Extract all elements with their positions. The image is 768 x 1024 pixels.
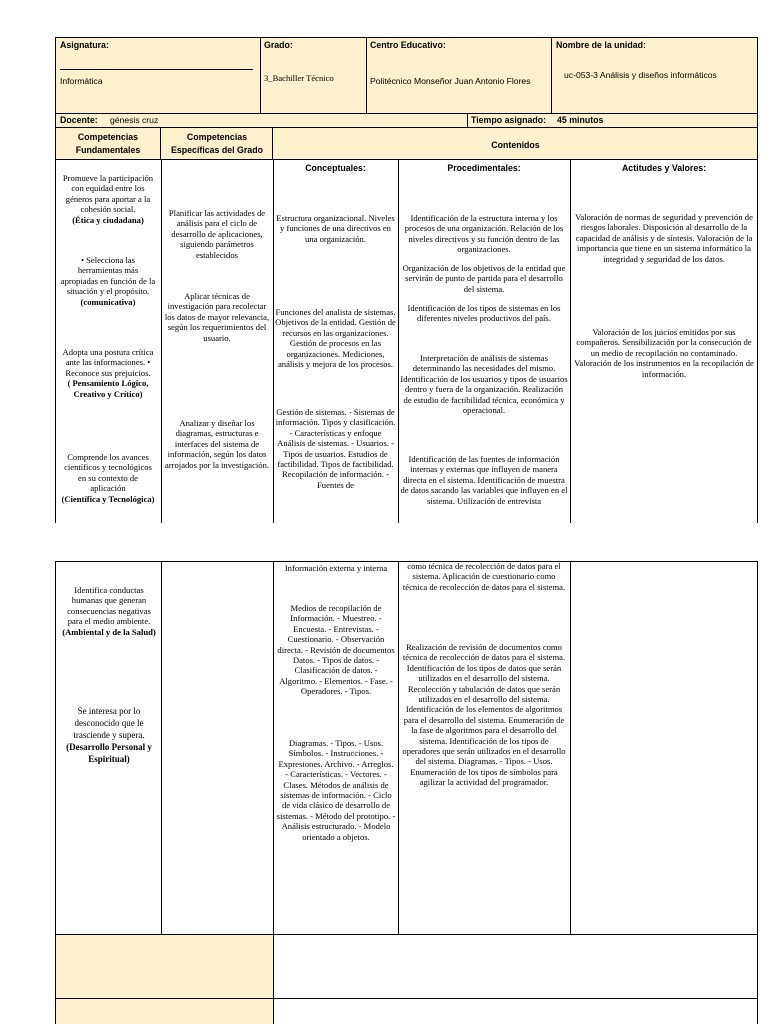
fundamental-item: Promueve la participación con equidad entre los géneros para aportar a la cohesión social. (Ética y ciudadana) — [62, 173, 154, 225]
procedimentales-label: Procedimentales: — [447, 163, 521, 173]
actitudes-label: Actitudes y Valores: — [621, 163, 707, 173]
conceptual-item: Medios de recopilación de Información. - Muestreo. - Encuesta. - Entrevistas. - Cuestionario. - Observación directa. - Revisión de documentos Datos. - Tipos de datos. - Clasificación de datos. - Algoritmo. - Elementos. - Fase. - Operadores. - Tipos. — [277, 603, 395, 697]
asignatura-value: Informática — [60, 76, 103, 86]
centro-value: Politécnico Monseñor Juan Antonio Flores — [370, 76, 531, 86]
fundamental-item: Adopta una postura crítica ante las informaciones. • Reconoce sus prejuicios. ( Pensamiento Lógico, Creativo y Crítico) — [62, 347, 154, 399]
conceptual-item: Información externa y interna — [284, 563, 388, 573]
unidad-value: uc-053-3 Análisis y diseños informáticos — [564, 70, 717, 80]
docente-value: génesis cruz — [110, 115, 159, 125]
procedimental-item: como técnica de recolección de datos para el sistema. Aplicación de cuestionario como técnica de recolección de datos para el sistema. — [402, 561, 566, 592]
docente-row — [55, 113, 758, 128]
procedimental-item: Organización de los objetivos de la entidad que servirán de punto de partida para el desarrollo del sistema. — [402, 263, 566, 294]
especifica-item: Aplicar técnicas de investigación para recolectar los datos de mayor relevancia, según los requerimientos del usuario. — [164, 291, 270, 343]
conceptual-item: Diagramas. - Tipos. - Usos. Símbolos. - Instrucciones. - Expresiones. Archivo. - Arreglos. - Características. - Vectores. - Clases. Métodos de análisis de sistemas de información. - Ciclo de vida clásico de desarrollo de sistemas. - Método del prototipo. - Análisis estructurado. - Modelo orientado a objetos. — [276, 738, 396, 842]
conceptuales-column — [275, 160, 396, 523]
conceptuales-label: Conceptuales: — [305, 163, 366, 173]
tiempo-label: Tiempo asignado: — [471, 115, 547, 125]
conceptual-item: Estructura organizacional. Niveles y funciones de una directivos en una organización. — [276, 213, 395, 244]
procedimental-item: Identificación de la estructura interna y los procesos de una organización. Relación de los niveles directivos y su función dentro de las organizaciones. — [404, 213, 564, 255]
page2-divider-1 — [161, 561, 162, 934]
page1-divider-4 — [570, 160, 571, 523]
procedimental-item: Identificación de las fuentes de información internas y externas que influyen de manera directa en el sistema. Identificación de muestra de datos sacando las variables que influyen en el sistema. Utilización de entrevista — [400, 454, 568, 506]
grado-label: Grado: — [264, 40, 293, 50]
page2-divider-2 — [273, 561, 274, 1024]
unidad-label: Nombre de la unidad: — [556, 40, 646, 50]
page2-divider-4 — [570, 561, 571, 934]
docente-label: Docente: — [60, 115, 98, 125]
conceptual-item: Gestión de sistemas. - Sistemas de información. Tipos y clasificación. - Características y enfoque Análisis de sistemas. - Usuarios. - Tipos de usuarios. Estudios de factibilidad. Tipos de factibilidad. Recopilación de información. - Fuentes de — [275, 407, 396, 490]
fundamental-item: Se interesa por lo desconocido que le trasciende y supera. (Desarrollo Personal y Espiritual) — [66, 706, 152, 764]
page2-footer-cell-2 — [56, 999, 273, 1024]
centro-label: Centro Educativo: — [370, 40, 446, 50]
especifica-item: Planificar las actividades de análisis para el ciclo de desarrollo de aplicaciones, siguiendo parámetros establecidos — [168, 208, 266, 260]
procedimental-item: Interpretación de análisis de sistemas determinando las necesidades del mismo. Identificación de los usuarios y tipos de usuarios dentro y fuera de la organización. Realización de estudio de factibilidad técnica, económica y operacional. — [400, 353, 568, 416]
page2-divider-3 — [398, 561, 399, 934]
fundamental-item: Identifica conductas humanas que generan consecuencias negativas para el medio ambiente. (Ambiental y de la Salud) — [62, 585, 156, 637]
asignatura-underline — [60, 69, 253, 70]
page1-divider-2 — [273, 160, 274, 523]
tiempo-value: 45 minutos — [557, 115, 604, 125]
conceptual-item: Funciones del analista de sistemas. Objetivos de la entidad. Gestión de recursos en las organizaciones. Gestión de procesos en las organizaciones. Mediciones, análisis y mejora de los procesos. — [275, 307, 396, 370]
procedimental-item: Realización de revisión de documentos como técnica de recolección de datos para el sistema. Identificación de los tipos de datos que serán utilizados en el desarrollo del sistema. Recolección y tabulación de datos que serán utilizados en el desarrollo del sistema. Identificación de los elementos de algoritmos para el desarrollo del sistema. Enumeración de la fase de algoritmos para el desarrollo del sistema. Identificación de los tipos de operadores que serán utilizados en el desarrollo del sistema. Diagramas. - Tipos. - Usos. Enumeración de los tipos de símbolos para agilizar la actividad del programador. — [402, 642, 566, 788]
grado-value: 3_Bachiller Técnico — [264, 73, 334, 83]
page1-divider-3 — [398, 160, 399, 523]
fundamental-item: Comprende los avances científicos y tecnológicos en su contexto de aplicación (Científica y Tecnológica) — [61, 452, 155, 504]
actitud-item: Valoración de normas de seguridad y prevención de riesgos laborales. Disposición al desarrollo de la capacidad de análisis y de síntesis. Valoración de la importancia que tiene en un sistema informático la integridad y seguridad de los datos. — [575, 212, 753, 264]
asignatura-label: Asignatura: — [60, 40, 109, 50]
procedimentales-column — [400, 160, 568, 523]
competencias-fundamentales-label: Competencias Fundamentales — [75, 132, 141, 155]
page1-divider-1 — [161, 160, 162, 523]
competencias-especificas-label: Competencias Específicas del Grado — [171, 132, 263, 155]
especifica-item: Analizar y diseñar los diagramas, estructuras e interfaces del sistema de información, según los datos arrojados por la investigación. — [164, 418, 270, 470]
procedimental-item: Identificación de los tipos de sistemas en los diferentes niveles productivos del país. — [407, 303, 561, 324]
actitud-item: Valoración de los juicios emitidos por sus compañeros. Sensibilización por la consecución de un medio de recopilación no contaminado. Valoración de los instrumentos en la recopilación de información. — [574, 327, 754, 379]
contenidos-label: Contenidos — [491, 140, 540, 150]
fundamental-item: • Selecciona las herramientas más apropiadas en función de la situación y el propósito. (comunicativa) — [60, 255, 156, 307]
page2-footer-cell-1 — [56, 935, 273, 998]
docente-cell-divider — [467, 113, 468, 128]
